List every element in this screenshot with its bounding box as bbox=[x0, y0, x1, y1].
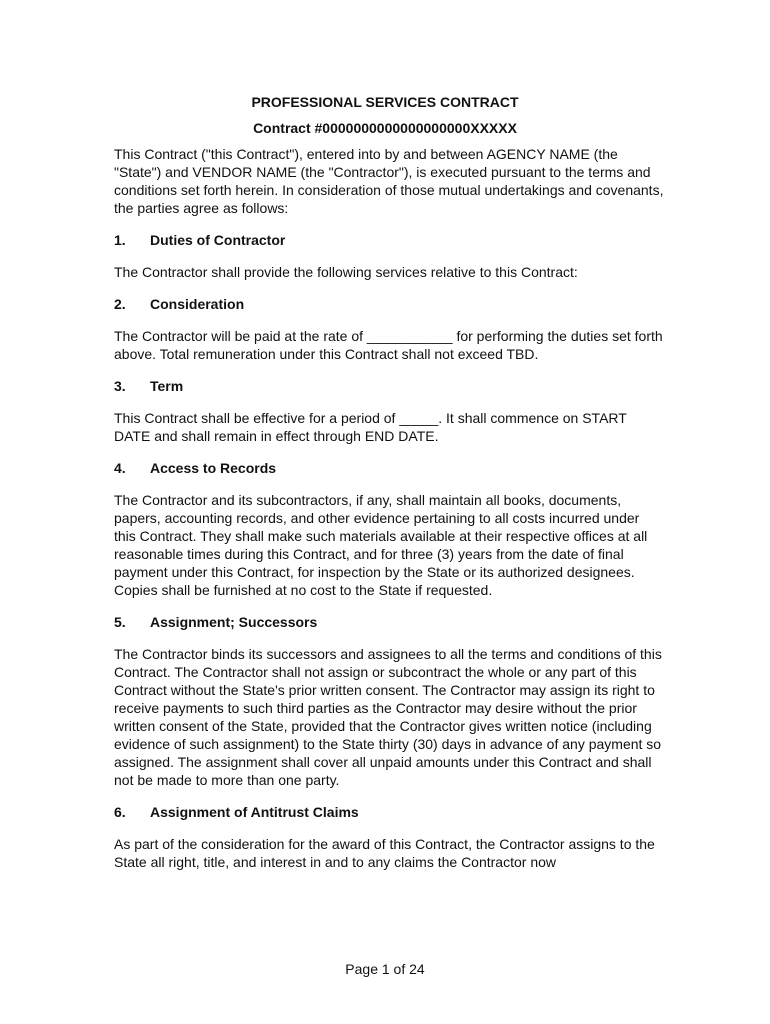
section-title: Consideration bbox=[150, 296, 245, 312]
section-heading bbox=[114, 803, 664, 821]
section-number: 5. bbox=[114, 614, 126, 630]
document-body bbox=[114, 145, 664, 885]
section-number: 3. bbox=[114, 378, 126, 394]
section-number: 4. bbox=[114, 460, 126, 476]
section-heading bbox=[114, 231, 664, 249]
section-heading bbox=[114, 459, 664, 477]
section-4 bbox=[114, 459, 664, 599]
section-paragraph: The Contractor binds its successors and assignees to all the terms and conditions of this Contract. The Contractor shall not assign or subcontract the whole or any part of this Contract without the State's prior written consent. The Contractor may assign its right to receive payments to such third parties as the Contractor may desire without the prior written consent of the State, provided that the Contractor gives written notice (including evidence of such assignment) to the State thirty (30) days in advance of any payment so assigned. The assignment shall cover all unpaid amounts under this Contract and shall not be made to more than one party. bbox=[114, 646, 662, 788]
section-number: 2. bbox=[114, 296, 126, 312]
section-heading bbox=[114, 613, 664, 631]
section-1 bbox=[114, 231, 664, 281]
section-number: 1. bbox=[114, 232, 126, 248]
document-title: PROFESSIONAL SERVICES CONTRACT bbox=[251, 94, 519, 110]
section-title: Access to Records bbox=[150, 460, 277, 476]
section-2 bbox=[114, 295, 664, 363]
section-heading bbox=[114, 295, 664, 313]
section-paragraph: The Contractor will be paid at the rate of ___________ for performing the duties set forth above. Total remuneration under this Contract shall not exceed TBD. bbox=[114, 328, 663, 362]
section-5 bbox=[114, 613, 664, 789]
section-paragraph: The Contractor shall provide the following services relative to this Contract: bbox=[114, 264, 578, 280]
section-title: Assignment of Antitrust Claims bbox=[150, 804, 359, 820]
section-number: 6. bbox=[114, 804, 126, 820]
section-paragraph: This Contract shall be effective for a period of _____. It shall commence on START DATE and shall remain in effect through END DATE. bbox=[114, 410, 627, 444]
page-footer: Page 1 of 24 bbox=[345, 961, 425, 977]
section-title: Assignment; Successors bbox=[150, 614, 318, 630]
intro-paragraph: This Contract ("this Contract"), entered into by and between AGENCY NAME (the "State") and VENDOR NAME (the "Contractor"), is executed pursuant to the terms and conditions set forth herein. In consideration of those mutual undertakings and covenants, the parties agree as follows: bbox=[114, 146, 664, 216]
section-heading bbox=[114, 377, 664, 395]
contract-number: Contract #0000000000000000000XXXXX bbox=[253, 120, 517, 136]
section-title: Duties of Contractor bbox=[150, 232, 286, 248]
section-paragraph: The Contractor and its subcontractors, if any, shall maintain all books, documents, papers, accounting records, and other evidence pertaining to all costs incurred under this Contract. They shall make such materials available at their respective offices at all reasonable times during this Contract, and for three (3) years from the date of final payment under this Contract, for inspection by the State or its authorized designees. Copies shall be furnished at no cost to the State if requested. bbox=[114, 492, 648, 598]
section-paragraph: As part of the consideration for the award of this Contract, the Contractor assigns to the State all right, title, and interest in and to any claims the Contractor now bbox=[114, 836, 655, 870]
section-title: Term bbox=[150, 378, 184, 394]
section-6 bbox=[114, 803, 664, 871]
section-3 bbox=[114, 377, 664, 445]
